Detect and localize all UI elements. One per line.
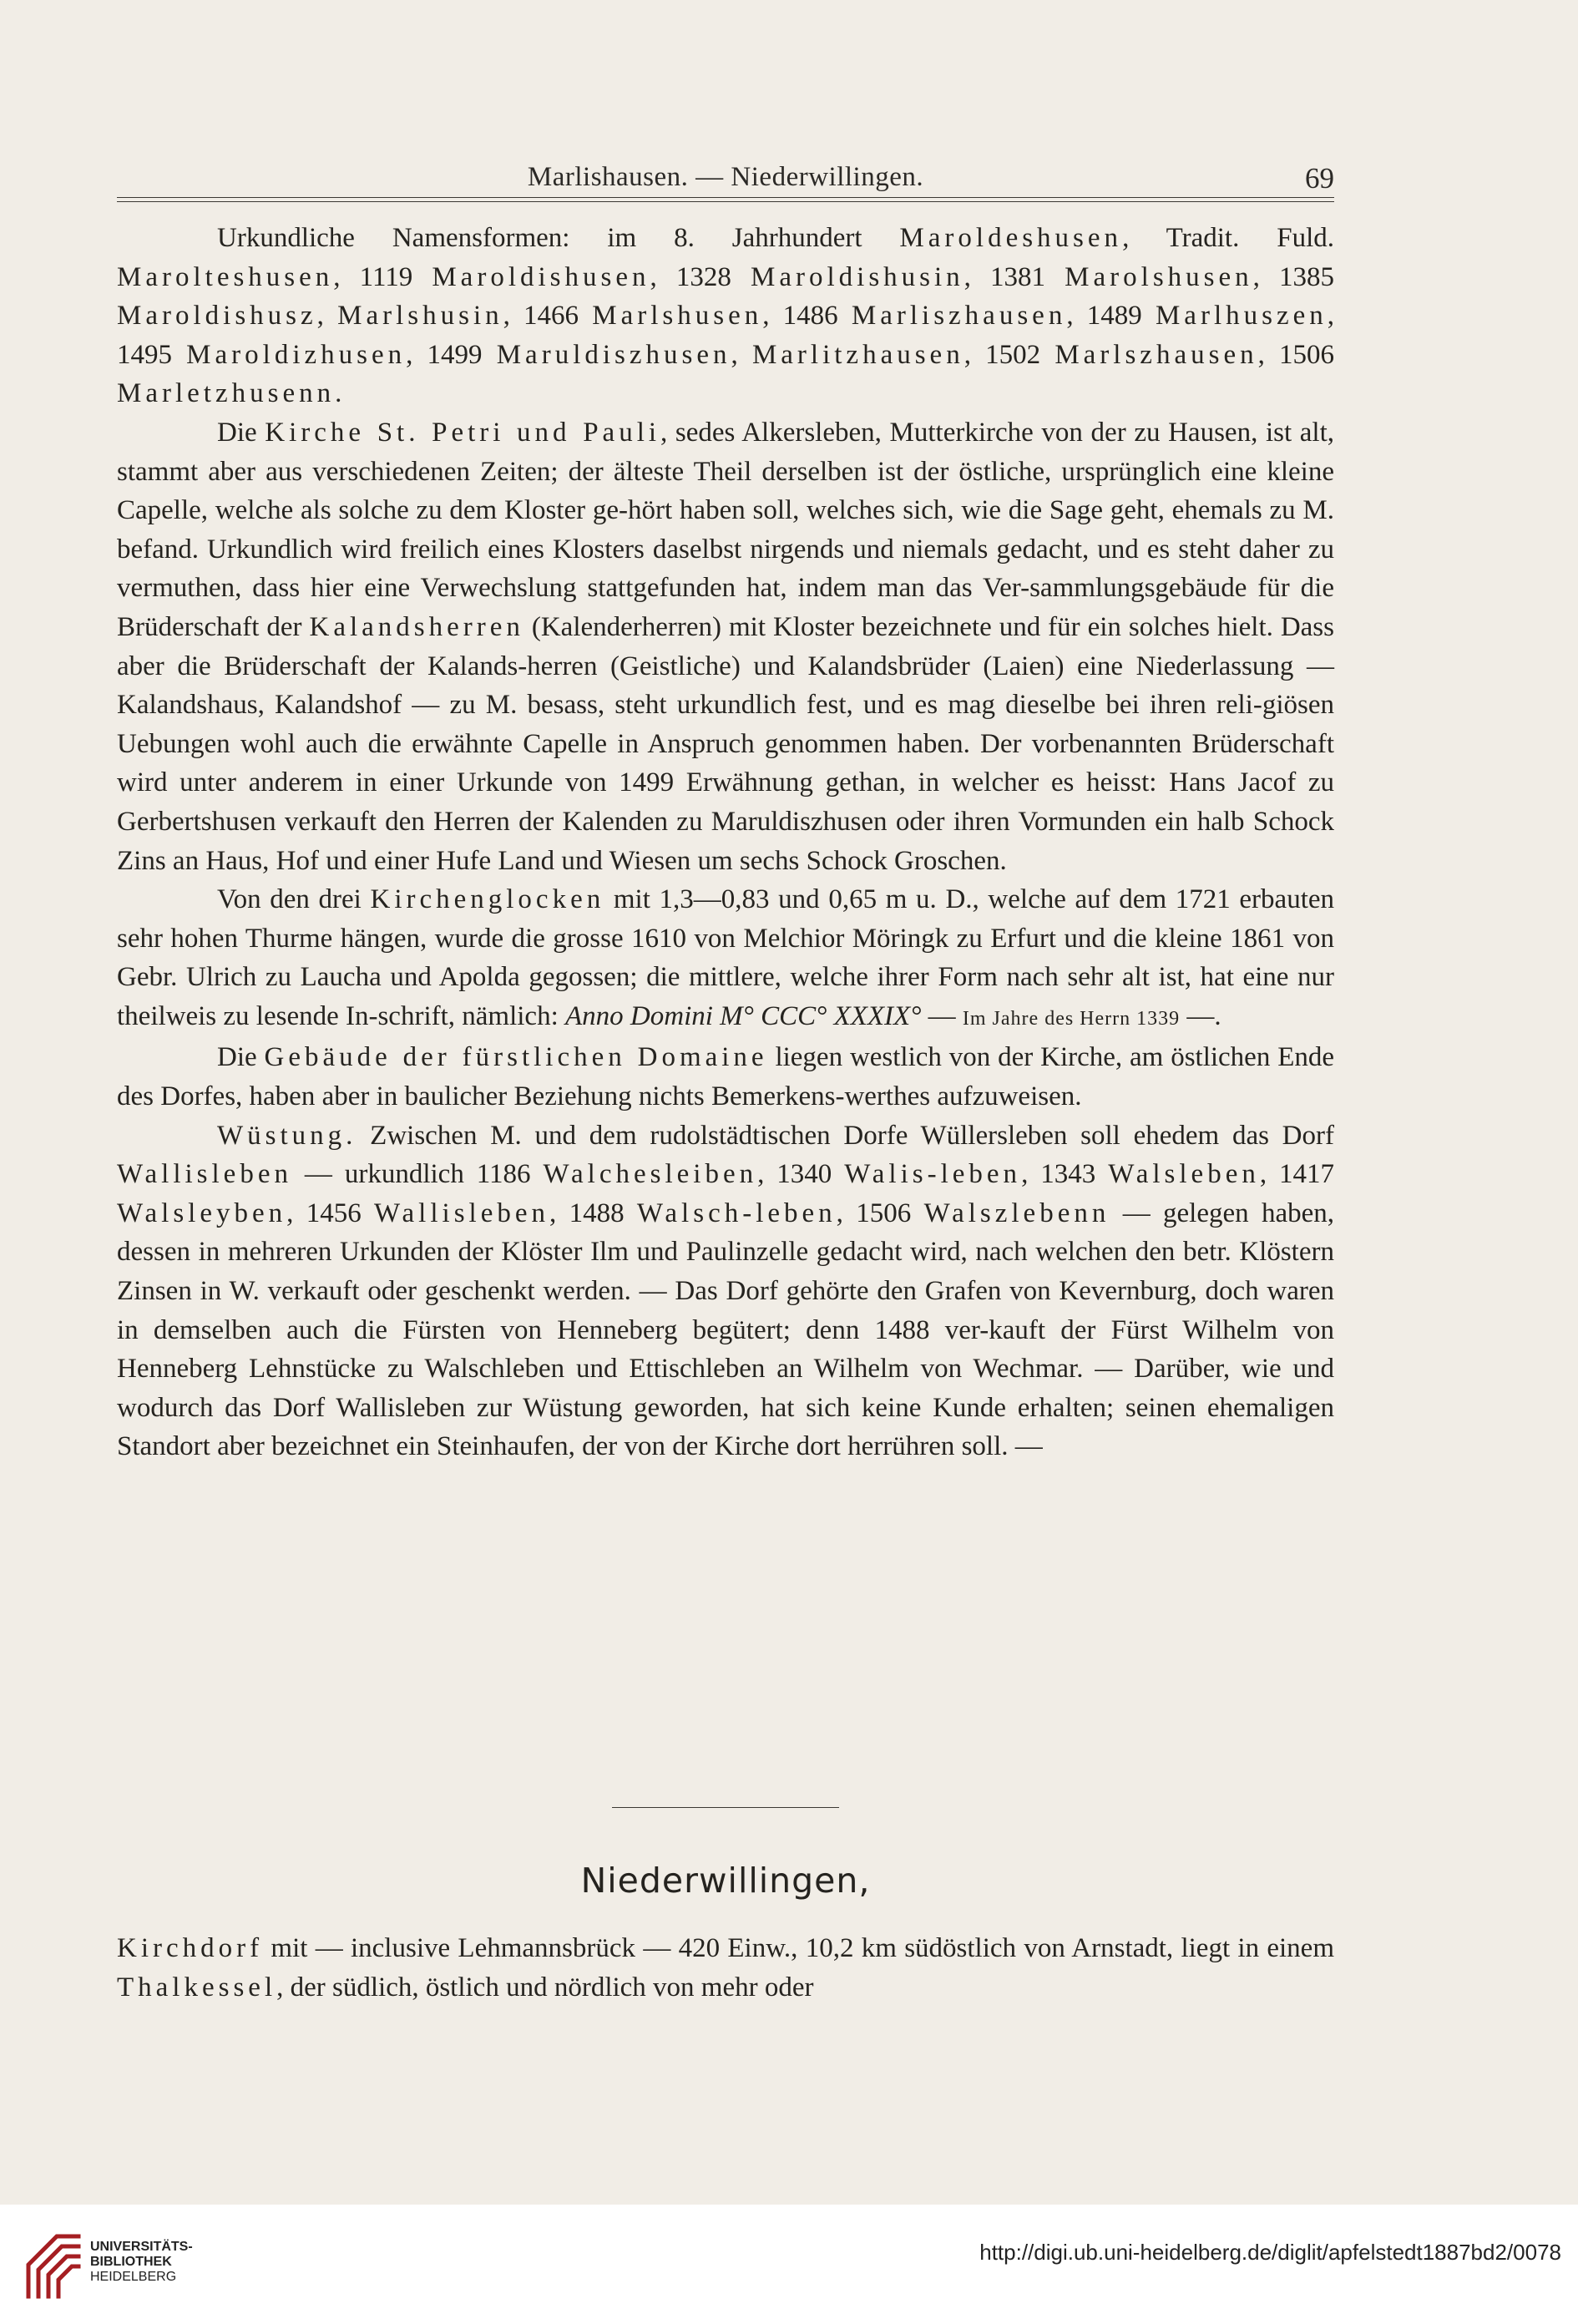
library-logo-icon: [23, 2231, 83, 2301]
header-double-rule: [117, 197, 1334, 202]
logo-line-1: UNIVERSITÄTS-: [90, 2240, 193, 2254]
permalink-url[interactable]: http://digi.ub.uni-heidelberg.de/diglit/apfelstedt1887bd2/0078: [979, 2240, 1561, 2265]
section-divider: [612, 1807, 839, 1808]
section-text: [117, 1929, 1334, 2007]
paragraph-kirche: Die Kirche St. Petri und Pauli, sedes Alkersleben, Mutterkirche von der zu Hausen, ist alt, stammt aber aus verschiedenen Zeiten; der älteste Theil derselben ist der östliche, ursprünglich eine kleine Capelle, welche als solche zu dem Kloster ge-hört haben soll, welches sich, wie die Sage geht, ehemals zu M. befand. Urkundlich wird freilich eines Klosters daselbst nirgends und niemals gedacht, und es steht daher zu vermuthen, dass hier eine Verwechslung stattgefunden hat, indem man das Ver-sammlungsgebäude für die Brüderschaft der Kalandsherren (Kalenderherren) mit Kloster bezeichnete und für ein solches hielt. Dass aber die Brüderschaft der Kalands-herren (Geistliche) und Kalandsbrüder (Laien) eine Niederlassung — Kalandshaus, Kalandshof — zu M. besass, steht urkundlich fest, und es mag dieselbe bei ihren reli-giösen Uebungen wohl auch die erwähnte Capelle in Anspruch genommen haben. Der vorbenannten Brüderschaft wird unter anderem in einer Urkunde von 1499 Erwähnung gethan, in welcher es heisst: Hans Jacof zu Gerbertshusen verkauft den Herren der Kalenden zu Maruldiszhusen oder ihren Vormunden ein halb Schock Zins an Haus, Hof und einer Hufe Land und Wiesen um sechs Schock Groschen.: [117, 417, 1334, 876]
logo-line-3: HEIDELBERG: [90, 2270, 177, 2284]
running-title: Marlishausen. — Niederwillingen.: [527, 162, 924, 192]
paragraph-domaine: Die Gebäude der fürstlichen Domaine liegen westlich von der Kirche, am östlichen Ende des Dorfes, haben aber in baulicher Beziehung nichts Bemerkens-werthes aufzuweisen.: [117, 1042, 1334, 1112]
logo-line-2: BIBLIOTHEK: [90, 2255, 172, 2269]
footer-bar: [0, 2205, 1578, 2324]
section-heading: Niederwillingen,: [580, 1861, 871, 1901]
page-number: 69: [1305, 162, 1334, 195]
paragraph-kirchdorf: Kirchdorf mit — inclusive Lehmannsbrück — 420 Einw., 10,2 km südöstlich von Arnstadt, liegt in einem Thalkessel, der südlich, östlich und nördlich von mehr oder: [117, 1933, 1334, 2002]
fraktur-inscription: Im Jahre des Herrn 1339: [962, 1007, 1181, 1030]
paragraph-kirchenglocken: Von den drei Kirchenglocken mit 1,3—0,83 und 0,65 m u. D., welche auf dem 1721 erbauten sehr hohen Thurme hängen, wurde die grosse 1610 von Melchior Möringk zu Erfurt und die kleine 1861 von Gebr. Ulrich zu Laucha und Apolda gegossen; die mittlere, welche ihrer Form nach sehr alt ist, hat eine nur theilweis zu lesende In-schrift, nämlich: Anno Domini M° CCC° XXXIX° — Im Jahre des Herrn 1339 —.: [117, 884, 1335, 1031]
library-logo[interactable]: [23, 2223, 215, 2306]
paragraph-wuestung: Wüstung. Zwischen M. und dem rudolstädtischen Dorfe Wüllersleben soll ehedem das Dorf Wallisleben — urkundlich 1186 Walchesleiben, 1340 Walis-leben, 1343 Walsleben, 1417 Walsleyben, 1456 Wallisleben, 1488 Walsch-leben, 1506 Walszlebenn — gelegen haben, dessen in mehreren Urkunden der Klöster Ilm und Paulinzelle gedacht wird, nach welchen den betr. Klöstern Zinsen in W. verkauft oder geschenkt werden. — Das Dorf gehörte den Grafen von Kevernburg, doch waren in demselben auch die Fürsten von Henneberg begütert; denn 1488 ver-kauft der Fürst Wilhelm von Henneberg Lehnstücke zu Walschleben und Ettischleben an Wilhelm von Wechmar. — Darüber, wie und wodurch das Dorf Wallisleben zur Wüstung geworden, hat sich keine Kunde erhalten; seinen ehemaligen Standort aber bezeichnet ein Steinhaufen, der von der Kirche dort herrühren soll. —: [117, 1120, 1335, 1462]
body-text: [117, 219, 1334, 1466]
paragraph-namensformen: Urkundliche Namensformen: im 8. Jahrhundert Maroldeshusen, Tradit. Fuld. Marolteshusen, 1119 Maroldishusen, 1328 Maroldishusin, 1381 Marolshusen, 1385 Maroldishusz, Marlshusin, 1466 Marlshusen, 1486 Marliszhausen, 1489 Marlhuszen, 1495 Maroldizhusen, 1499 Maruldiszhusen, Marlitzhausen, 1502 Marlszhausen, 1506 Marletzhusenn.: [117, 223, 1335, 409]
library-logo-text: [90, 2240, 193, 2285]
